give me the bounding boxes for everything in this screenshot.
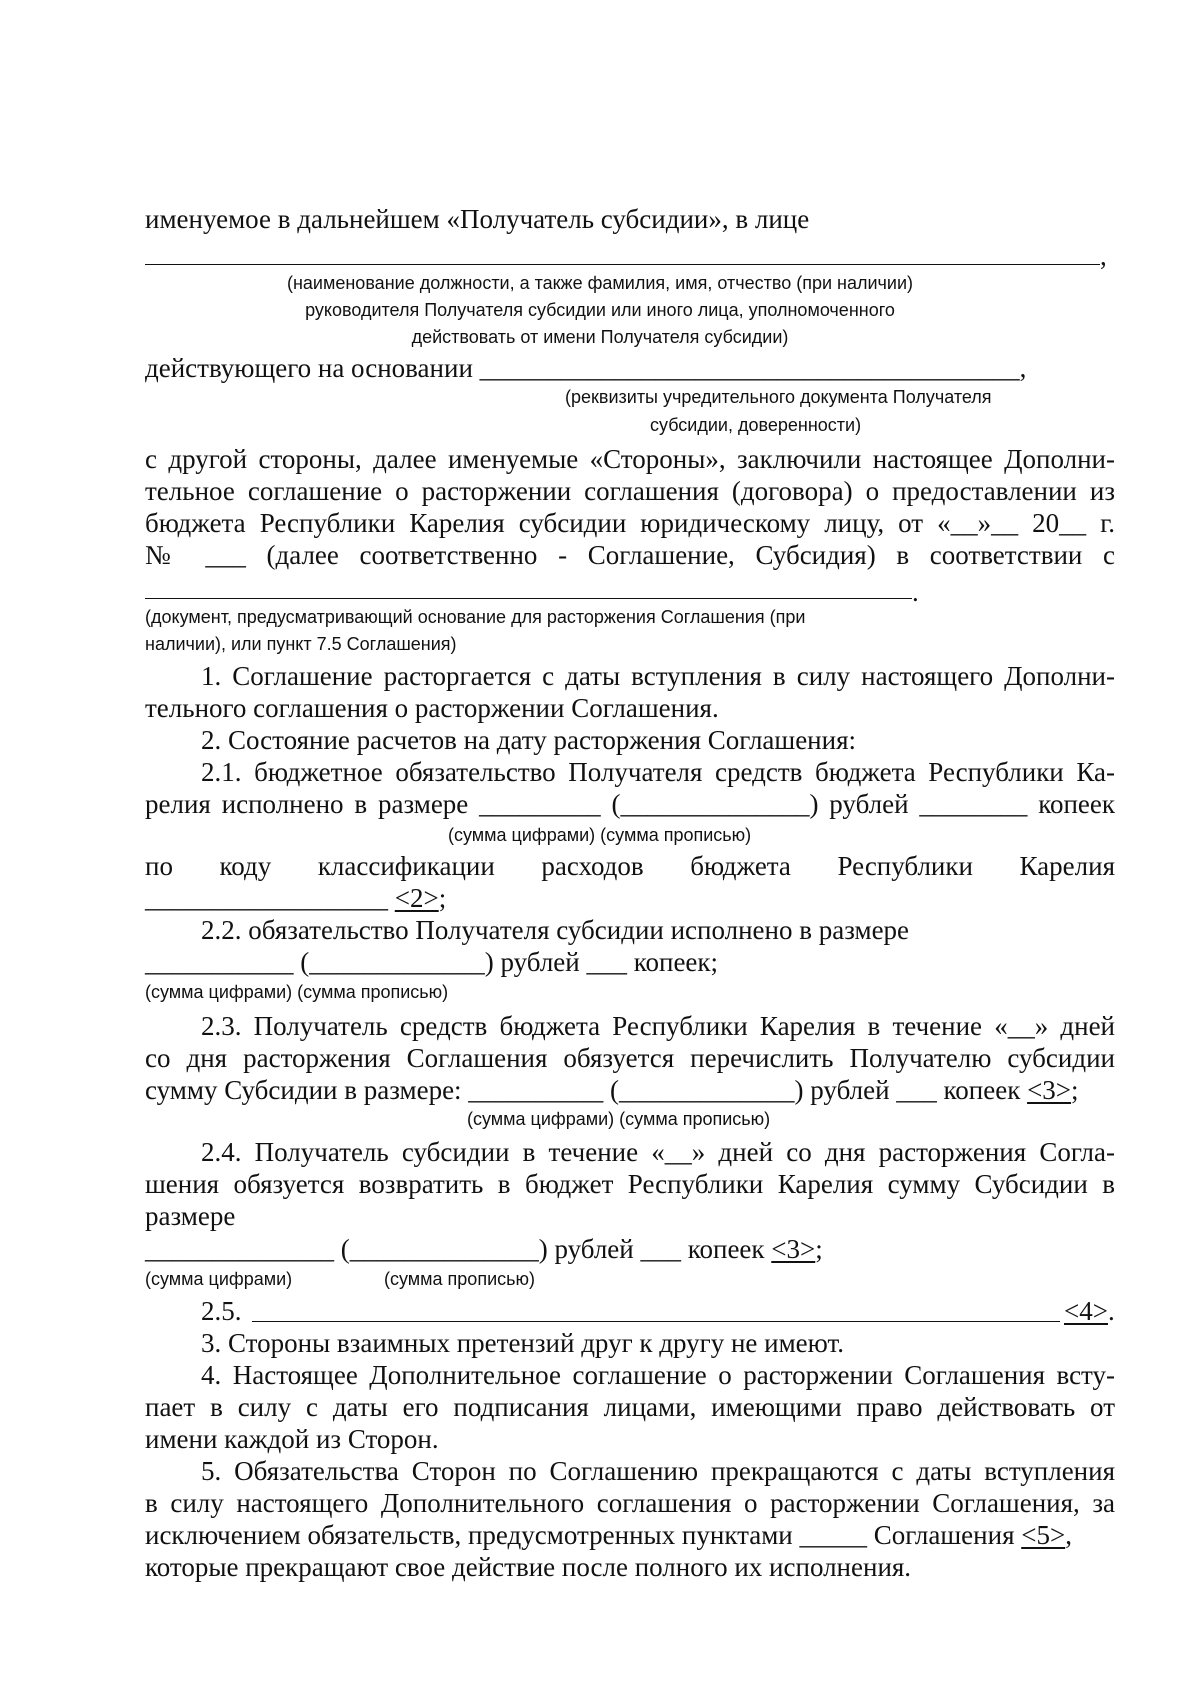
text-line: 2.5. xyxy=(201,1296,242,1326)
text-line: 5. Обязательства Сторон по Соглашению прекращаются с даты вступления xyxy=(201,1456,1115,1486)
text-line: __________________ <2>; xyxy=(145,883,447,913)
text-line: релия исполнено в размере _________ (______________) рублей ________ копеек xyxy=(145,789,1115,819)
field-caption: (сумма цифрами) xyxy=(145,1269,293,1289)
blank-line xyxy=(145,264,1100,265)
text-line: тельное соглашение о расторжении соглашения (договора) о предоставлении из xyxy=(145,476,1115,506)
text-line: сумму Субсидии в размере: __________ (_____________) рублей ___ копеек <3>; xyxy=(145,1075,1079,1105)
text-line: 2.1. бюджетное обязательство Получателя средств бюджета Республики Ка- xyxy=(201,757,1115,787)
footnote-ref: <5> xyxy=(1021,1520,1066,1550)
text-line: . xyxy=(912,577,919,607)
text-line: ______________ (______________) рублей ___ копеек <3>; xyxy=(145,1234,823,1264)
text-line: 2. Состояние расчетов на дату расторжения Соглашения: xyxy=(201,725,857,755)
footnote-ref: <4> xyxy=(1064,1296,1108,1326)
footnote-ref: <2> xyxy=(394,883,439,913)
text-line: размере xyxy=(145,1201,236,1231)
text-line: шения обязуется возвратить в бюджет Республики Карелия сумму Субсидии в xyxy=(145,1169,1115,1199)
field-caption: (сумма цифрами) (сумма прописью) xyxy=(145,982,449,1002)
text-line: ___________ (_____________) рублей ___ копеек; xyxy=(145,947,719,977)
text-line: № ___ (далее соответственно - Соглашение, Субсидия) в соответствии с xyxy=(145,540,1115,570)
blank-line xyxy=(252,1321,1060,1322)
text-line: имени каждой из Сторон. xyxy=(145,1424,439,1454)
text-line: со дня расторжения Соглашения обязуется перечислить Получателю субсидии xyxy=(145,1043,1115,1073)
text-line: тельного соглашения о расторжении Соглашения. xyxy=(145,693,719,723)
text-line: 3. Стороны взаимных претензий друг к другу не имеют. xyxy=(201,1328,845,1358)
text-line: , xyxy=(1100,241,1107,271)
field-caption: (сумма цифрами) (сумма прописью) xyxy=(467,1109,771,1129)
text-line: бюджета Республики Карелия субсидии юридическому лицу, от «__»__ 20__ г. xyxy=(145,508,1115,538)
text-line: <4>. xyxy=(1064,1296,1115,1326)
field-caption: (наименование должности, а также фамилия, имя, отчество (при наличии) xyxy=(286,273,914,293)
field-caption: руководителя Получателя субсидии или иного лица, уполномоченного xyxy=(305,300,895,320)
text-line: в силу настоящего Дополнительного соглашения о расторжении Соглашения, за xyxy=(145,1488,1115,1518)
text-line: действующего на основании ________________________________________, xyxy=(145,353,1027,383)
field-caption: действовать от имени Получателя субсидии) xyxy=(411,327,789,347)
text-line: 4. Настоящее Дополнительное соглашение о расторжении Соглашения всту- xyxy=(201,1360,1115,1390)
text-line: исключением обязательств, предусмотренных пунктами _____ Соглашения <5>, xyxy=(145,1520,1072,1550)
text-line: по коду классификации расходов бюджета Республики Карелия xyxy=(145,851,1115,881)
blank-line xyxy=(145,598,912,599)
field-caption: (сумма прописью) xyxy=(384,1269,535,1289)
text-line: 2.4. Получатель субсидии в течение «__» дней со дня расторжения Согла- xyxy=(201,1137,1115,1167)
text-line: 2.3. Получатель средств бюджета Республики Карелия в течение «__» дней xyxy=(201,1011,1115,1041)
footnote-ref: <3> xyxy=(1027,1075,1072,1105)
text-line: с другой стороны, далее именуемые «Стороны», заключили настоящее Дополни- xyxy=(145,444,1115,474)
field-caption: (сумма цифрами) (сумма прописью) xyxy=(448,825,752,845)
text-line: которые прекращают свое действие после полного их исполнения. xyxy=(145,1552,912,1582)
footnote-ref: <3> xyxy=(771,1234,816,1264)
text-line: именуемое в дальнейшем «Получатель субсидии», в лице xyxy=(145,204,810,234)
text-line: 1. Соглашение расторгается с даты вступления в силу настоящего Дополни- xyxy=(201,661,1115,691)
field-caption: наличии), или пункт 7.5 Соглашения) xyxy=(145,634,457,654)
field-caption: (документ, предусматривающий основание для расторжения Соглашения (при xyxy=(145,607,806,627)
text-line: пает в силу с даты его подписания лицами, имеющими право действовать от xyxy=(145,1392,1115,1422)
field-caption: (реквизиты учредительного документа Получателя xyxy=(565,387,992,407)
text-line: 2.2. обязательство Получателя субсидии исполнено в размере xyxy=(201,915,910,945)
field-caption: субсидии, доверенности) xyxy=(650,415,862,435)
